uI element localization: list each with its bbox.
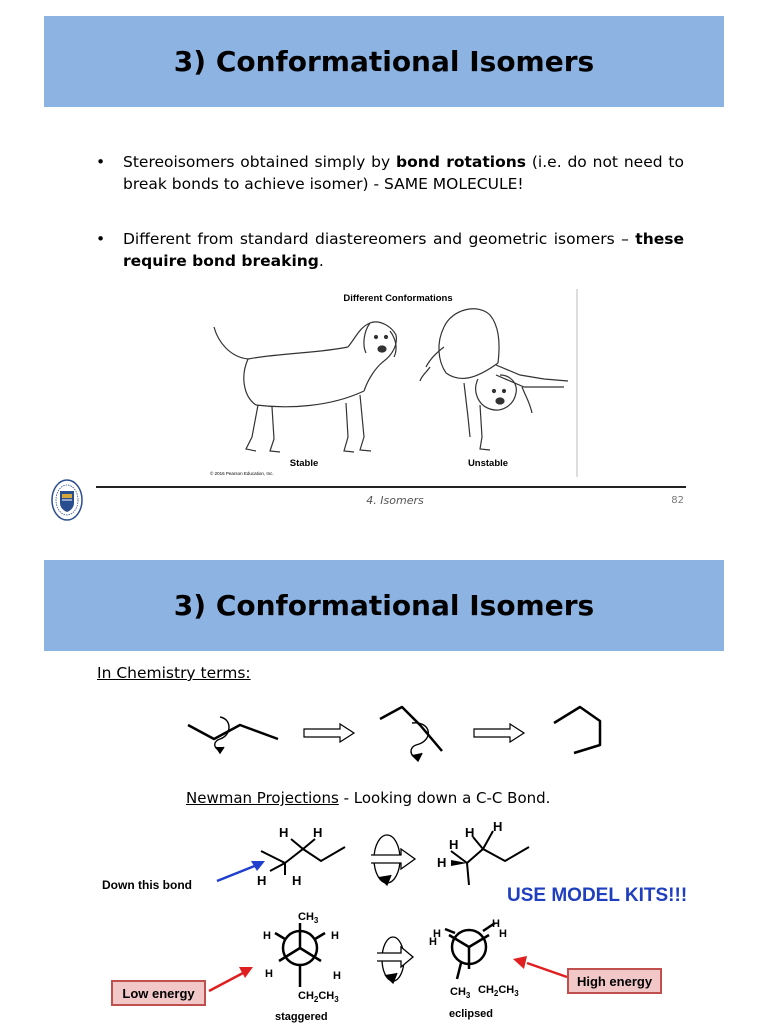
red-arrow-high <box>527 963 567 977</box>
newman-staggered <box>275 923 325 987</box>
high-energy-label: High energy <box>576 973 653 989</box>
bullet1-post: (i.e. do not need to break bonds to achieve isomer) - SAME MOLECULE! <box>123 153 684 193</box>
bullet-dot: • <box>96 230 106 248</box>
skeletal-rotation-row <box>180 695 610 765</box>
bullet2-pre: Different from standard diastereomers and geometric isomers – <box>123 230 636 248</box>
h-label: H <box>331 930 339 942</box>
page-number: 82 <box>671 495 684 506</box>
slide1-title: 3) Conformational Isomers <box>173 45 595 78</box>
red-arrow-low <box>209 973 243 991</box>
h-label: H <box>333 970 341 982</box>
footer-section: 4. Isomers <box>366 494 424 507</box>
h-label: H <box>433 928 441 940</box>
footer-rule <box>96 486 686 488</box>
dog-figure <box>200 287 580 481</box>
rotation-symbol-1 <box>371 835 415 885</box>
butane-chain-2 <box>380 707 442 751</box>
crest-icon <box>50 477 84 523</box>
low-energy-label: Low energy <box>122 985 195 1001</box>
bullet2-post: . <box>318 252 324 270</box>
h-label: H <box>279 825 289 840</box>
h-label: H <box>265 968 273 980</box>
bullet2-bold: these require bond breaking <box>123 230 684 270</box>
h-label: H <box>437 855 447 870</box>
sawhorse-staggered <box>261 839 345 875</box>
eclipsed-label: eclipsed <box>449 1008 494 1020</box>
slide1-title-bar <box>44 16 724 107</box>
dog-illustration <box>200 287 580 481</box>
h-label: H <box>465 825 475 840</box>
h-label: H <box>263 930 271 942</box>
stable-label: Stable <box>289 458 319 469</box>
unstable-label: Unstable <box>467 458 509 469</box>
h-label: H <box>492 918 500 930</box>
h-label: H <box>499 928 507 940</box>
skeletal-diagram <box>180 695 610 765</box>
butane-chain-1 <box>188 725 278 739</box>
bullet-2 <box>96 228 684 272</box>
down-bond-label: Down this bond <box>102 878 192 892</box>
rotation-arrow-2 <box>411 723 428 761</box>
h-label: H <box>313 825 323 840</box>
h-label: H <box>292 873 302 888</box>
reaction-arrow-2 <box>474 724 524 742</box>
unstable-dog <box>420 309 568 450</box>
sawhorse-eclipsed <box>451 831 529 885</box>
blue-arrow <box>217 865 257 881</box>
h-label: H <box>257 873 267 888</box>
bullet-1 <box>96 151 684 195</box>
low-energy-box <box>111 980 206 1006</box>
h-label: H <box>493 819 503 834</box>
copyright: © 2016 Pearson Education, Inc. <box>210 471 274 476</box>
figure-title: Different Conformations <box>343 293 453 304</box>
stable-dog <box>214 322 396 452</box>
h-label: H <box>429 936 437 948</box>
bullet1-pre: Stereoisomers obtained simply by <box>123 153 397 171</box>
ch3-label: $CH_3$ <box>450 986 471 1000</box>
university-crest <box>50 477 84 523</box>
butane-chain-3 <box>554 707 600 753</box>
staggered-label: staggered <box>275 1011 328 1023</box>
chem-terms-heading: In Chemistry terms: <box>97 664 251 682</box>
model-kits-text: USE MODEL KITS!!! <box>507 885 688 906</box>
high-energy-box <box>567 968 662 994</box>
bullet1-bold: bond rotations <box>396 153 527 171</box>
red-arrowhead-low <box>239 967 253 978</box>
ch3-label: $CH_3$ <box>298 911 319 925</box>
slide2-title-bar <box>44 560 724 651</box>
newman-underlined: Newman Projections <box>186 789 339 807</box>
slide2-title: 3) Conformational Isomers <box>173 589 595 622</box>
ch2ch3-label: $CH_2CH_3$ <box>478 984 519 998</box>
newman-heading <box>186 789 550 807</box>
bullet-dot: • <box>96 153 106 171</box>
newman-rest: - Looking down a C-C Bond. <box>338 789 551 807</box>
h-label: H <box>449 837 459 852</box>
rotation-symbol-2 <box>377 937 413 983</box>
ch2ch3-label: $CH_2CH_3$ <box>298 990 339 1004</box>
red-arrowhead-high <box>513 956 527 969</box>
reaction-arrow-1 <box>304 724 354 742</box>
newman-eclipsed <box>445 923 495 979</box>
